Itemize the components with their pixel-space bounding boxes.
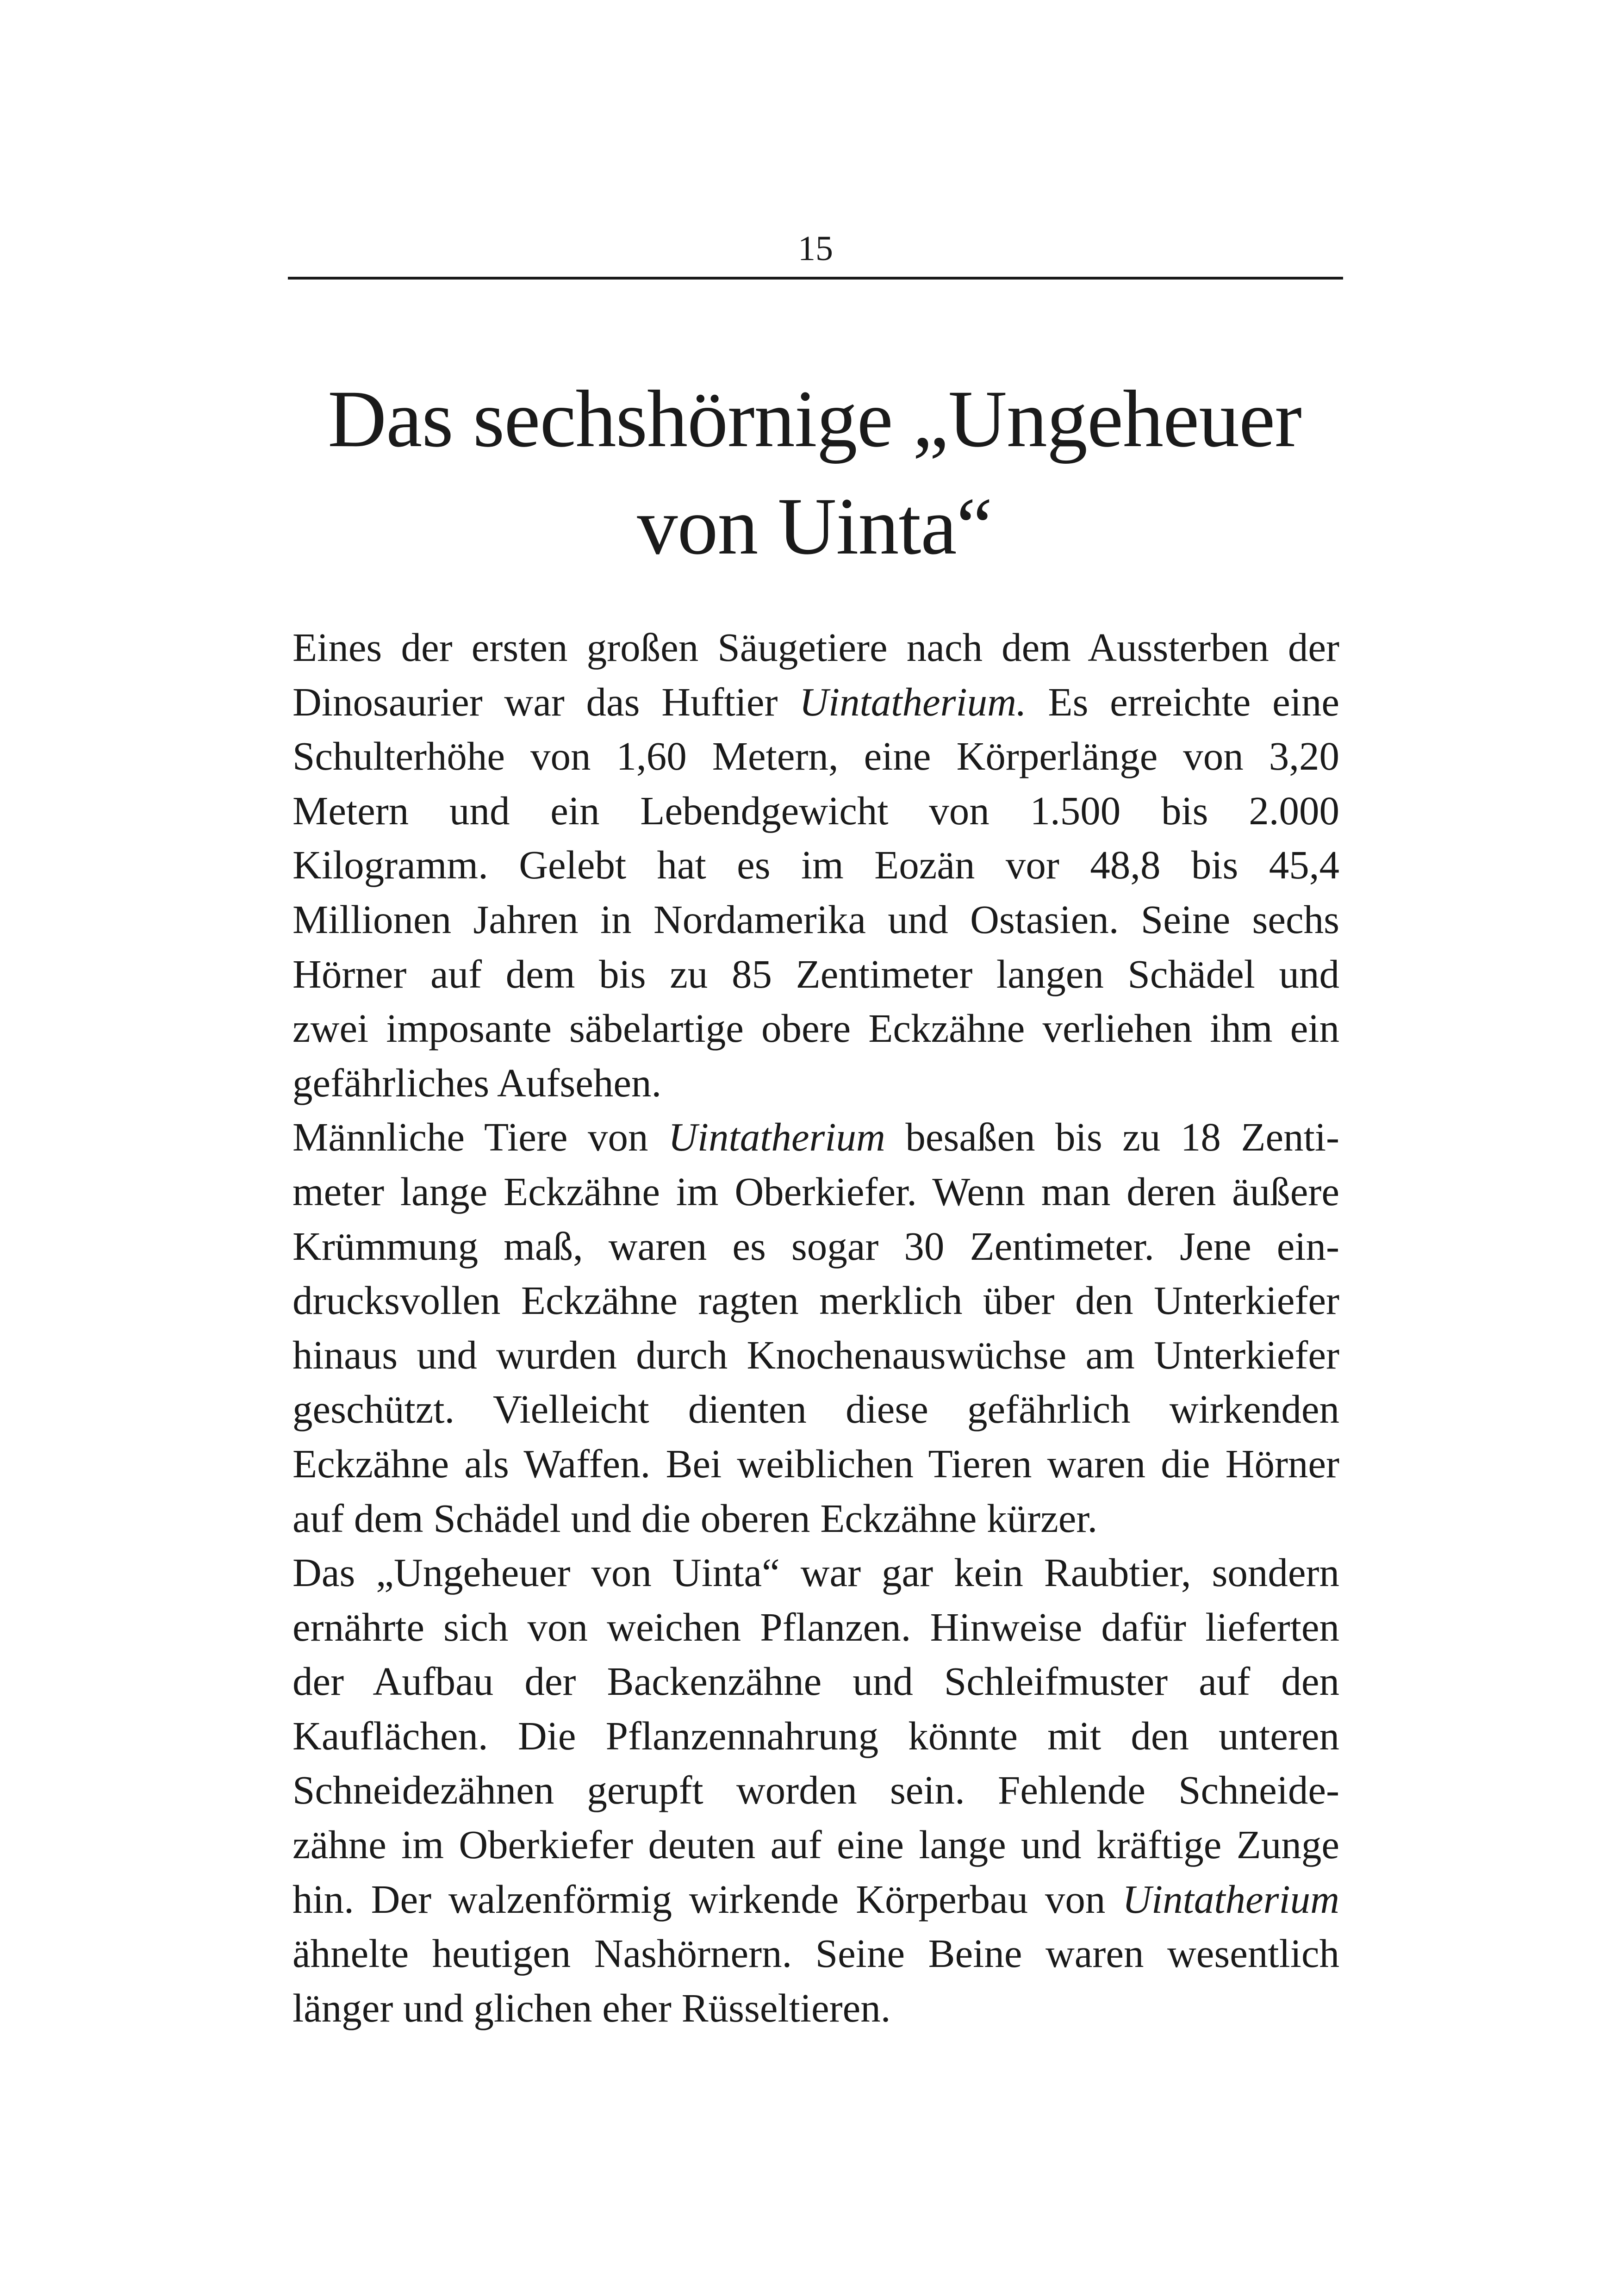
body-text-line: geschützt. Vielleicht dienten diese gefährlich wirkenden [292, 1387, 1339, 1432]
body-text-line: zähne im Oberkiefer deuten auf eine lange und kräftige Zunge [292, 1822, 1339, 1867]
body-text-line: ernährte sich von weichen Pflanzen. Hinweise dafür lieferten [292, 1604, 1339, 1649]
page-header [288, 218, 1343, 282]
body-text-line: Schneidezähnen gerupft worden sein. Fehlende Schneide- [292, 1767, 1339, 1813]
italic-taxon-name: Uintatherium [1122, 1876, 1339, 1922]
body-text-line: ähnelte heutigen Nashörnern. Seine Beine waren wesentlich [292, 1931, 1339, 1976]
body-text [292, 620, 1339, 2035]
body-text-line: Männliche Tiere von Uintatherium besaßen bis zu 18 Zenti- [292, 1114, 1339, 1160]
body-text-line: auf dem Schädel und die oberen Eckzähne kürzer. [292, 1495, 1098, 1541]
body-text-line: Metern und ein Lebendgewicht von 1.500 bis 2.000 [292, 788, 1339, 833]
body-text-line: Schulterhöhe von 1,60 Metern, eine Körperlänge von 3,20 [292, 734, 1339, 779]
chapter-title [259, 366, 1370, 580]
body-text-line: Dinosaurier war das Huftier Uintatherium. Es erreichte eine [292, 679, 1339, 724]
body-text-line: zwei imposante säbelartige obere Eckzähne verliehen ihm ein [292, 1006, 1339, 1051]
body-text-line: drucksvollen Eckzähne ragten merklich über den Unterkiefer [292, 1278, 1339, 1323]
body-text-line: Eckzähne als Waffen. Bei weiblichen Tieren waren die Hörner [292, 1441, 1339, 1486]
body-text-line: Hörner auf dem bis zu 85 Zentimeter langen Schädel und [292, 951, 1339, 996]
body-text-line: länger und glichen eher Rüsseltieren. [292, 1985, 891, 2030]
header-rule [288, 277, 1343, 280]
chapter-title-line: Das sechshörnige „Ungeheuer [328, 374, 1301, 464]
body-text-line: Krümmung maß, waren es sogar 30 Zentimeter. Jene ein- [292, 1223, 1339, 1269]
body-text-line: hin. Der walzenförmig wirkende Körperbau von Uintatherium [292, 1876, 1339, 1922]
italic-taxon-name: Uintatherium. [799, 679, 1027, 724]
body-text-line: Millionen Jahren in Nordamerika und Ostasien. Seine sechs [292, 896, 1339, 942]
chapter-title-line: von Uinta“ [637, 481, 992, 572]
body-text-line: Eines der ersten großen Säugetiere nach dem Aussterben der [292, 625, 1339, 670]
body-text-line: gefährliches Aufsehen. [292, 1060, 662, 1105]
body-text-line: der Aufbau der Backenzähne und Schleifmuster auf den [292, 1659, 1339, 1704]
body-text-line: meter lange Eckzähne im Oberkiefer. Wenn man deren äußere [292, 1169, 1339, 1214]
page-number: 15 [798, 229, 833, 268]
body-text-line: Das „Ungeheuer von Uinta“ war gar kein Raubtier, sondern [292, 1550, 1339, 1595]
italic-taxon-name: Uintatherium [668, 1114, 885, 1160]
body-text-line: Kilogramm. Gelebt hat es im Eozän vor 48,8 bis 45,4 [292, 842, 1339, 888]
body-text-line: hinaus und wurden durch Knochenauswüchse am Unterkiefer [292, 1332, 1339, 1377]
body-text-line: Kauflächen. Die Pflanzennahrung könnte mit den unteren [292, 1713, 1339, 1758]
